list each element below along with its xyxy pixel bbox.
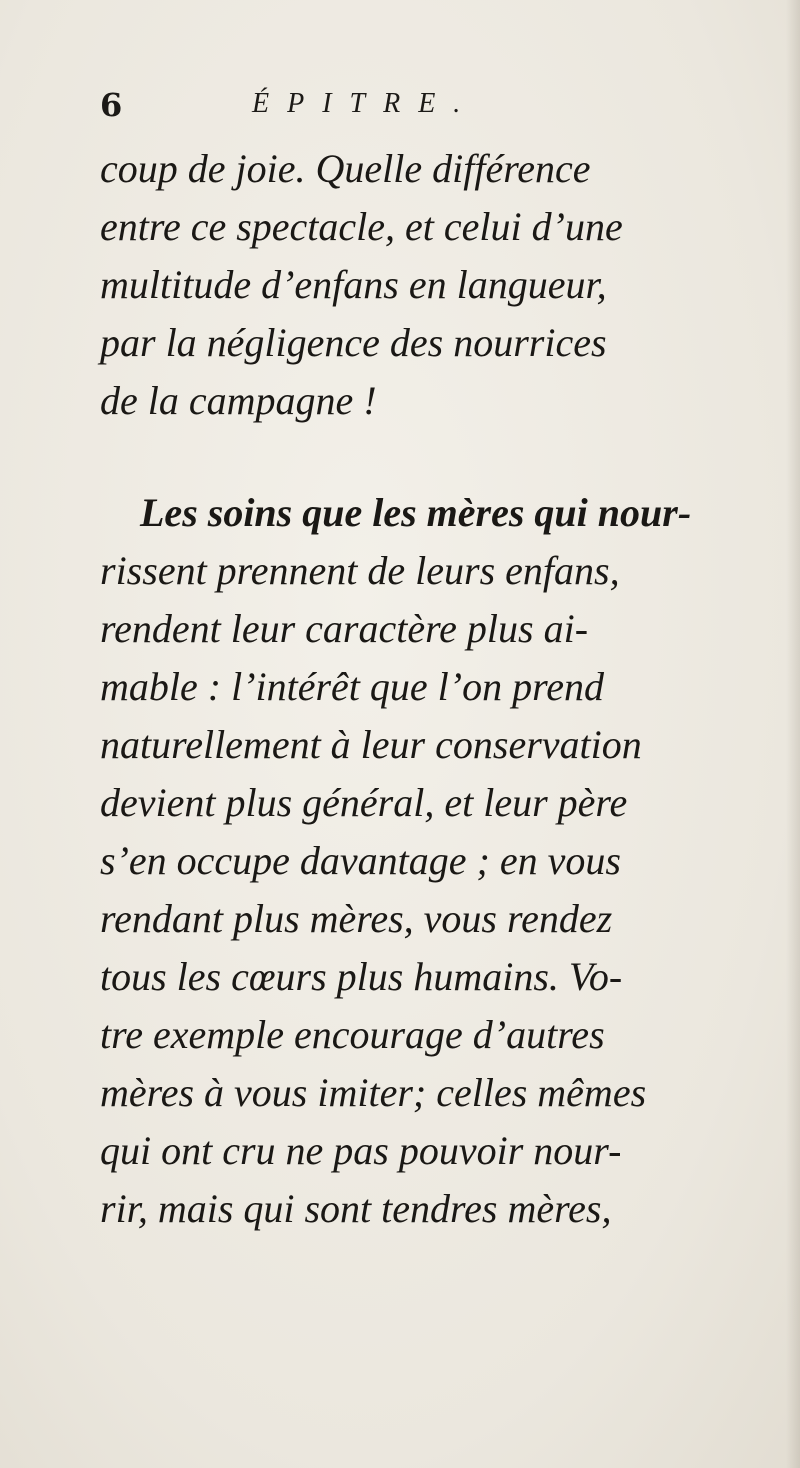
text-line: rendant plus mères, vous rendez xyxy=(100,896,613,941)
body-text xyxy=(100,140,760,1238)
text-line: rir, mais qui sont tendres mères, xyxy=(100,1186,612,1231)
page-number: 6 xyxy=(100,86,123,124)
text-line: tre exemple encourage d’autres xyxy=(100,1012,605,1057)
text-line: multitude d’enfans en langueur, xyxy=(100,262,607,307)
text-line: Les soins que les mères qui nour- xyxy=(140,490,692,535)
paragraph-2 xyxy=(100,484,760,1238)
text-line: rissent prennent de leurs enfans, xyxy=(100,548,620,593)
text-line: devient plus général, et leur père xyxy=(100,780,628,825)
text-line: mable : l’intérêt que l’on prend xyxy=(100,664,604,709)
text-line: par la négligence des nourrices xyxy=(100,320,607,365)
text-line: naturellement à leur conservation xyxy=(100,722,642,767)
text-line: rendent leur caractère plus ai- xyxy=(100,606,589,651)
text-line: qui ont cru ne pas pouvoir nour- xyxy=(100,1128,622,1173)
text-line: entre ce spectacle, et celui d’une xyxy=(100,204,623,249)
running-title: ÉPITRE. xyxy=(252,88,479,119)
paragraph-1 xyxy=(100,140,760,430)
text-line: mères à vous imiter; celles mêmes xyxy=(100,1070,647,1115)
text-line: coup de joie. Quelle différence xyxy=(100,146,591,191)
page-edge-shadow xyxy=(786,0,800,1468)
text-line: s’en occupe davantage ; en vous xyxy=(100,838,621,883)
text-line: de la campagne ! xyxy=(100,378,377,423)
text-line: tous les cœurs plus humains. Vo- xyxy=(100,954,623,999)
